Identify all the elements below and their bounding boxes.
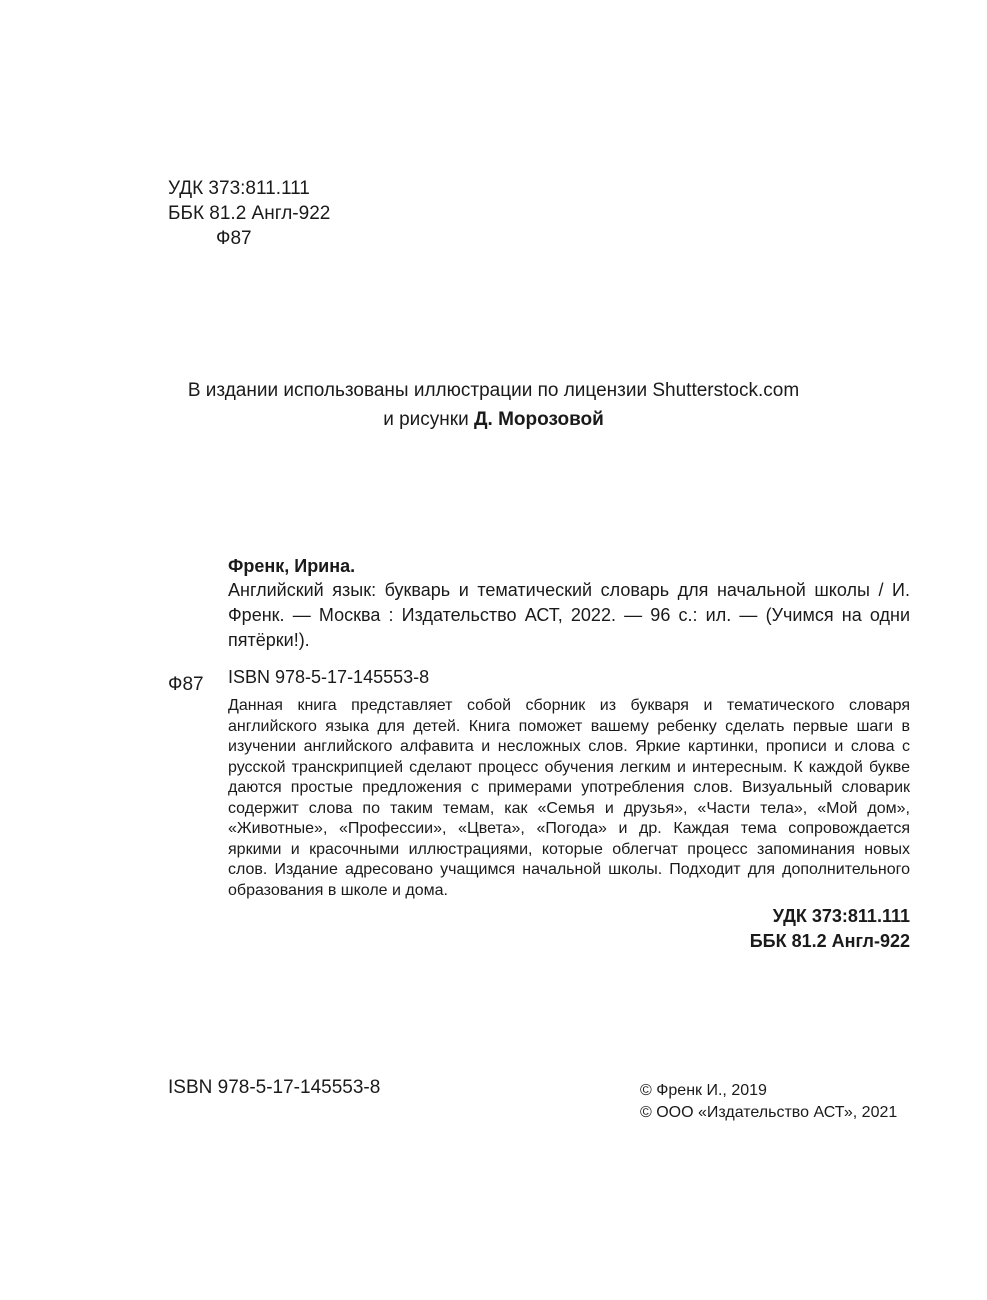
credits-line-2 <box>0 405 987 434</box>
udk-code-bottom: УДК 373:811.111 <box>772 906 910 926</box>
credits-line-1: В издании использованы иллюстрации по лицензии Shutterstock.com <box>187 380 800 401</box>
bbk-code: ББК 81.2 Англ-922 <box>168 203 331 224</box>
udk-code: УДК 373:811.111 <box>168 178 310 199</box>
classification-block-bottom <box>750 904 910 954</box>
annotation-text: Данная книга представляет собой сборник из букваря и тематического словаря английского языка для детей. Книга поможет вашему ребенку сделать первые шаги в изучении английского алфавита и несложных слов. Яркие картинки, прописи и слова с русской транскрипцией сделают процесс обучения легким и интересным. К каждой букве даются простые предложения с примерами употребления слов. Визуальный словарик содержит слова по таким темам, как «Семья и друзья», «Части тела», «Мой дом», «Животные», «Профессии», «Цвета», «Погода» и др. Каждая тема сопровождается яркими и красочными иллюстрациями, которые облегчат процесс запоминания новых слов. Издание адресовано учащимся начальной школы. Подходит для дополнительного образования в школе и дома. <box>228 697 910 899</box>
catalog-author-mark: Ф87 <box>168 674 204 695</box>
bbk-code-bottom: ББК 81.2 Англ-922 <box>749 931 910 951</box>
catalog-author: Френк, Ирина. <box>228 556 356 576</box>
author-mark: Ф87 <box>216 228 252 249</box>
catalog-title-description: Английский язык: букварь и тематический словарь для начальной школы / И. Френк. — Москва : Издательство АСТ, 2022. — 96 с.: ил. — (Учимся на одни пятёрки!). <box>228 580 910 650</box>
credits-prefix: и рисунки <box>383 409 474 430</box>
copyright-author: © Френк И., 2019 <box>640 1082 767 1099</box>
catalog-isbn: ISBN 978-5-17-145553-8 <box>228 667 430 687</box>
classification-block-top <box>168 176 330 251</box>
footer-isbn: ISBN 978-5-17-145553-8 <box>168 1077 381 1098</box>
copyright-block <box>640 1080 897 1124</box>
illustrator-name: Д. Морозовой <box>474 409 604 430</box>
copyright-publisher: © ООО «Издательство АСТ», 2021 <box>640 1104 898 1121</box>
illustration-credits <box>0 376 987 434</box>
